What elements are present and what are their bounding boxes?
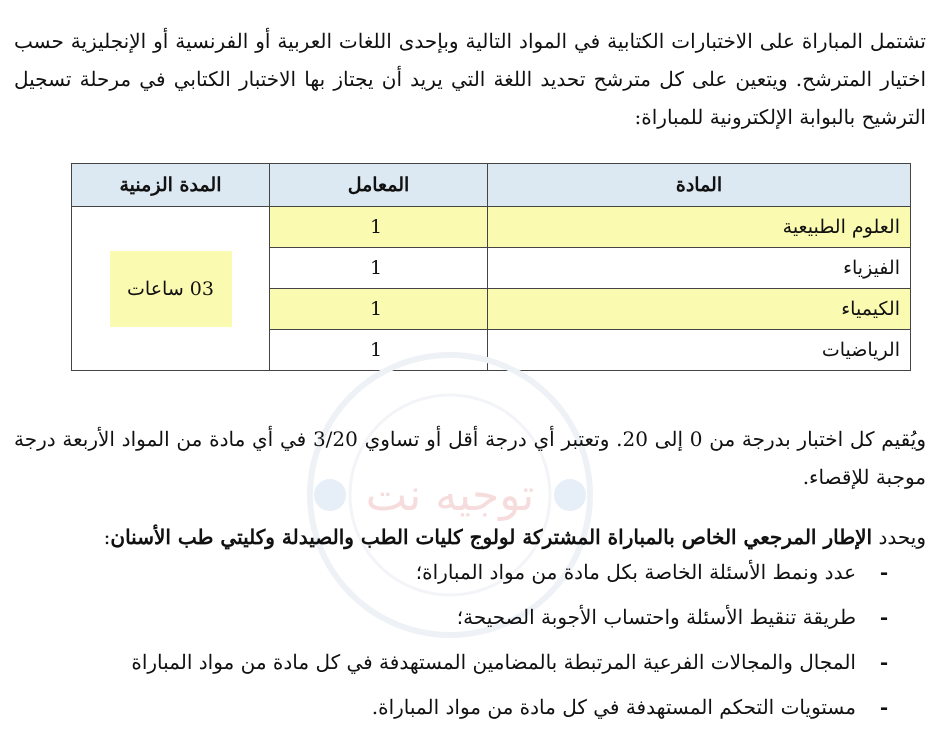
header-subject: المادة <box>488 164 911 207</box>
framework-prefix: ويحدد <box>872 525 926 549</box>
list-marker: - <box>879 560 889 584</box>
list-item <box>38 550 898 595</box>
list-item-text: عدد ونمط الأسئلة الخاصة بكل مادة من مواد المباراة؛ <box>415 560 856 584</box>
coefficient-cell: 1 <box>270 289 488 330</box>
list-marker: - <box>879 650 889 674</box>
list-marker: - <box>879 605 889 629</box>
coefficient-cell: 1 <box>270 207 488 248</box>
list-item-text: مستويات التحكم المستهدفة في كل مادة من مواد المباراة. <box>371 695 856 719</box>
coefficient-cell: 1 <box>270 330 488 371</box>
duration-cell <box>72 207 270 371</box>
header-coefficient: المعامل <box>270 164 488 207</box>
framework-list <box>38 550 898 730</box>
list-item-text: المجال والمجالات الفرعية المرتبطة بالمضامين المستهدفة في كل مادة من مواد المباراة <box>131 650 856 674</box>
list-item <box>38 640 898 685</box>
coefficient-cell: 1 <box>270 248 488 289</box>
list-item <box>38 595 898 640</box>
framework-suffix: : <box>103 525 111 549</box>
list-marker: - <box>879 695 889 719</box>
table-row <box>72 207 911 248</box>
subject-cell: الرياضيات <box>488 330 911 371</box>
evaluation-paragraph: ويُقيم كل اختبار بدرجة من 0 إلى 20. وتعتبر أي درجة أقل أو تساوي 3/20 في أي مادة من المواد الأربعة درجة موجبة للإقصاء. <box>14 427 926 489</box>
list-item-text: طريقة تنقيط الأسئلة واحتساب الأجوبة الصحيحة؛ <box>456 605 856 629</box>
table-header-row <box>72 164 911 207</box>
header-duration: المدة الزمنية <box>72 164 270 207</box>
subject-cell: الكيمياء <box>488 289 911 330</box>
duration-value: 03 ساعات <box>110 251 232 327</box>
list-item <box>38 685 898 730</box>
intro-paragraph: تشتمل المباراة على الاختبارات الكتابية في المواد التالية وبإحدى اللغات العربية أو الفرنسية أو الإنجليزية حسب اختيار المترشح. ويتعين على كل مترشح تحديد اللغة التي يريد أن يجتاز بها الاختبار الكتابي في مرحلة تسجيل الترشيح بالبوابة الإلكترونية للمباراة: <box>14 29 926 129</box>
framework-bold-title: الإطار المرجعي الخاص بالمباراة المشتركة لولوج كليات الطب والصيدلة وكليتي طب الأسنان <box>110 525 873 549</box>
subject-cell: العلوم الطبيعية <box>488 207 911 248</box>
subject-cell: الفيزياء <box>488 248 911 289</box>
subjects-table <box>71 163 911 371</box>
watermark-text: توجيه نت <box>365 470 535 521</box>
